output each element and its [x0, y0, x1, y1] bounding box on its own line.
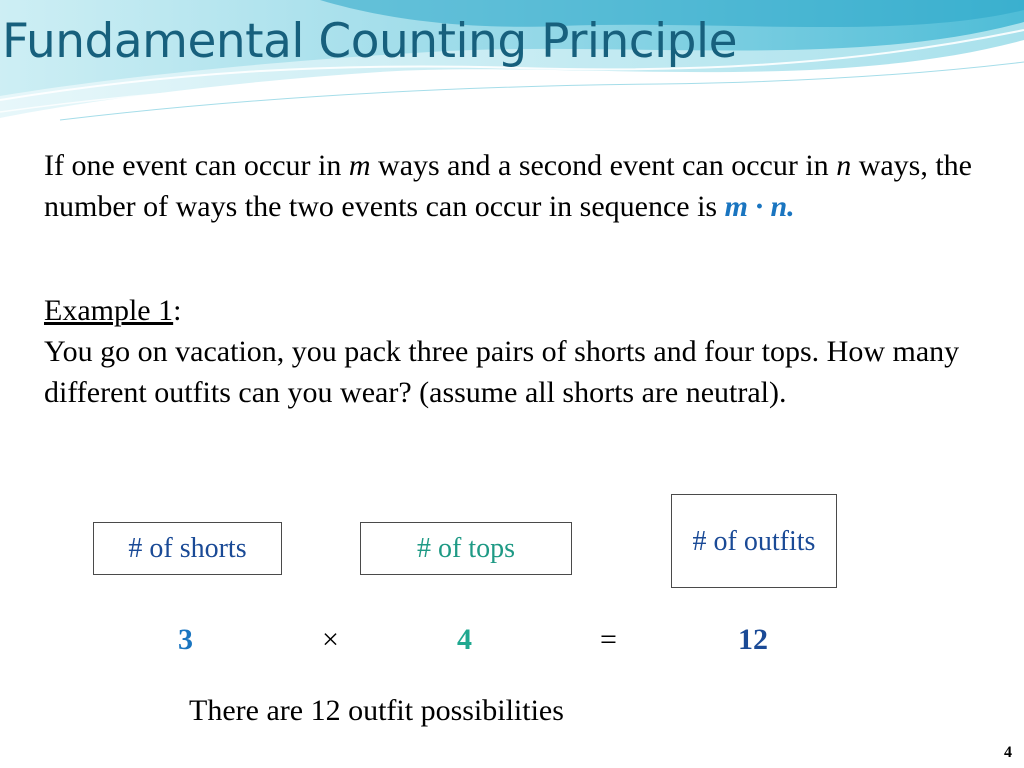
variable-n: n — [836, 149, 852, 182]
conclusion-text: There are 12 outfit possibilities — [189, 694, 564, 727]
slide-number: 4 — [1004, 744, 1012, 761]
principle-part-3: ways, the number of ways the two events can occur in sequence is — [44, 149, 972, 223]
outfits-value: 12 — [738, 623, 768, 656]
outfits-box — [671, 494, 837, 588]
tops-box-label: # of tops — [417, 532, 515, 564]
example-section — [44, 290, 984, 413]
equals-symbol: = — [600, 623, 617, 656]
outfits-box-label: # of outfits — [692, 525, 816, 557]
shorts-box — [93, 522, 282, 575]
example-colon: : — [173, 294, 182, 327]
principle-statement — [44, 145, 984, 227]
example-label: Example 1 — [44, 294, 174, 327]
principle-part-1: If one event can occur in — [44, 149, 349, 182]
slide-title: Fundamental Counting Principle — [2, 14, 737, 69]
shorts-value: 3 — [178, 623, 193, 656]
shorts-box-label: # of shorts — [128, 532, 247, 564]
principle-part-2: ways and a second event can occur in — [370, 149, 837, 182]
example-text: You go on vacation, you pack three pairs of shorts and four tops. How many different outfits can you wear? (assume all shorts are neutral). — [44, 335, 960, 409]
variable-m: m — [348, 149, 371, 182]
formula-m-times-n: m · n. — [724, 190, 795, 223]
times-symbol: × — [322, 623, 339, 656]
tops-value: 4 — [457, 623, 472, 656]
example-heading — [44, 290, 984, 331]
tops-box — [360, 522, 572, 575]
